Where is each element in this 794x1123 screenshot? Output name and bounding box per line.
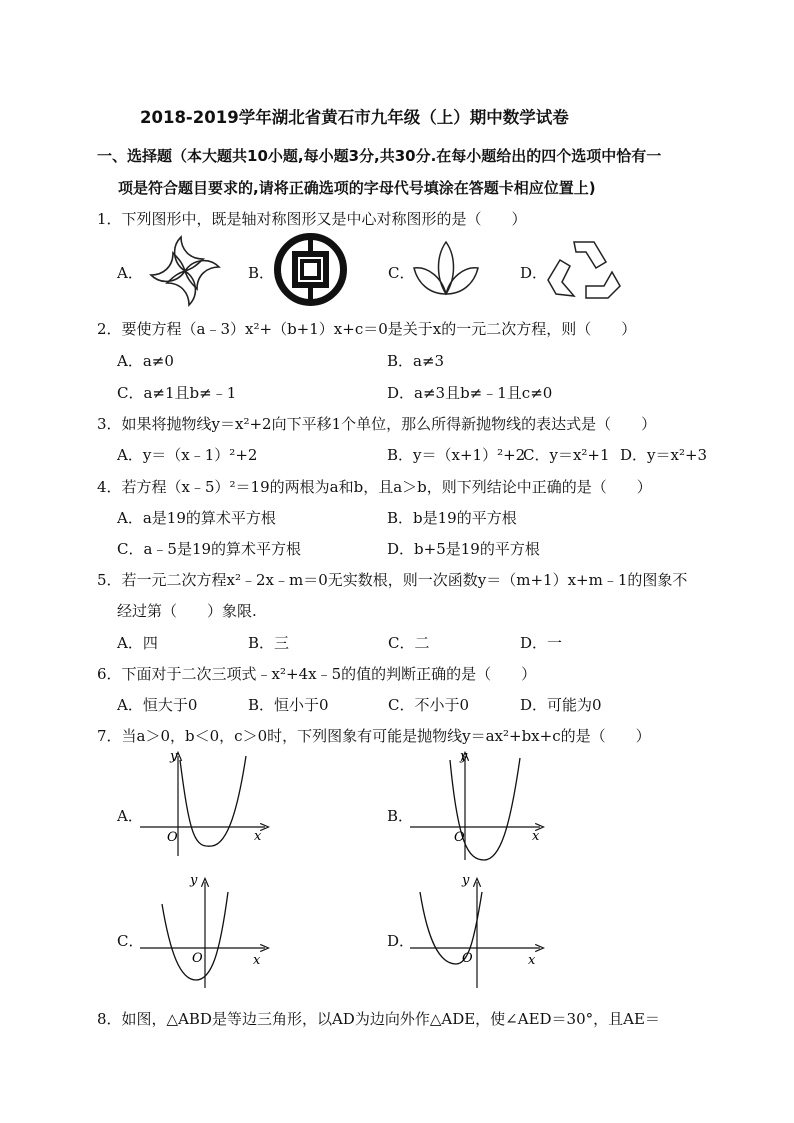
q4-option-a: A．a是19的算术平方根: [117, 509, 276, 527]
q2-option-d: D．a≠3且b≠﹣1且c≠0: [387, 384, 553, 402]
q1-label-d: D．: [520, 264, 548, 282]
q4-stem: 4．若方程（x﹣5）²＝19的两根为a和b，且a＞b，则下列结论中正确的是（ ）: [97, 478, 652, 496]
graph-d-x-label: x: [528, 953, 536, 968]
q2-option-c: C．a≠1且b≠﹣1: [117, 384, 237, 402]
graph-b-x-label: x: [532, 829, 540, 844]
graph-c-y-label: y: [190, 873, 198, 888]
q5-option-a: A．四: [117, 634, 158, 652]
q5-option-b: B．三: [248, 634, 290, 652]
q5-stem-line1: 5．若一元二次方程x²﹣2x﹣m＝0无实数根，则一次函数y＝（m+1）x+m﹣1的图象不: [97, 571, 688, 589]
recycle-figure: [546, 238, 622, 302]
q6-option-a: A．恒大于0: [117, 696, 198, 714]
graph-b-y-label: y: [460, 749, 468, 764]
q1-label-c: C．: [388, 264, 415, 282]
graph-b: [410, 748, 545, 863]
graph-a: [140, 748, 270, 858]
q3-option-c: C．y＝x²+1: [523, 446, 610, 464]
q1-label-a: A．: [117, 264, 143, 282]
graph-d-origin: O: [462, 951, 473, 966]
q7-label-a: A．: [117, 807, 143, 825]
q3-stem: 3．如果将抛物线y＝x²+2向下平移1个单位，那么所得新抛物线的表达式是（ ）: [97, 415, 657, 433]
section-heading-line1: 一、选择题（本大题共10小题,每小题3分,共30分.在每小题给出的四个选项中恰有一: [97, 147, 662, 165]
graph-d: [410, 872, 545, 992]
graph-c-x-label: x: [253, 953, 261, 968]
coin-figure: [273, 232, 348, 307]
graph-d-y-label: y: [462, 873, 470, 888]
q3-option-b: B．y＝（x+1）²+2: [387, 446, 526, 464]
graph-c-origin: O: [192, 951, 203, 966]
page-title: 2018-2019学年湖北省黄石市九年级（上）期中数学试卷: [140, 108, 569, 127]
graph-a-origin: O: [167, 830, 178, 845]
q4-option-b: B．b是19的平方根: [387, 509, 517, 527]
q3-option-d: D．y＝x²+3: [620, 446, 708, 464]
q7-label-d: D．: [387, 932, 415, 950]
q2-option-b: B．a≠3: [387, 352, 445, 370]
q8-stem: 8．如图，△ABD是等边三角形，以AD为边向外作△ADE，使∠AED＝30°，且AE＝: [97, 1010, 660, 1028]
q6-stem: 6．下面对于二次三项式﹣x²+4x﹣5的值的判断正确的是（ ）: [97, 665, 537, 683]
graph-b-origin: O: [454, 830, 465, 845]
graph-a-x-label: x: [254, 829, 262, 844]
q3-option-a: A．y＝（x﹣1）²+2: [117, 446, 258, 464]
q5-stem-line2: 经过第（ ）象限.: [117, 602, 257, 620]
pinwheel-figure: [143, 234, 228, 308]
graph-a-y-label: y: [170, 749, 178, 764]
q7-label-c: C．: [117, 932, 144, 950]
q7-stem: 7．当a＞0，b＜0，c＞0时，下列图象有可能是抛物线y＝ax²+bx+c的是（ ）: [97, 727, 651, 745]
q1-stem: 1．下列图形中，既是轴对称图形又是中心对称图形的是（ ）: [97, 210, 527, 228]
q6-option-c: C．不小于0: [388, 696, 470, 714]
q2-stem: 2．要使方程（a﹣3）x²+（b+1）x+c＝0是关于x的一元二次方程，则（ ）: [97, 320, 637, 338]
q1-label-b: B．: [248, 264, 275, 282]
q4-option-c: C．a﹣5是19的算术平方根: [117, 540, 302, 558]
q6-option-d: D．可能为0: [520, 696, 602, 714]
q2-option-a: A．a≠0: [117, 352, 174, 370]
q4-option-d: D．b+5是19的平方根: [387, 540, 540, 558]
lotus-figure: [410, 238, 482, 300]
section-heading-line2: 项是符合题目要求的,请将正确选项的字母代号填涂在答题卡相应位置上): [118, 179, 596, 197]
q5-option-d: D．一: [520, 634, 563, 652]
q7-label-b: B．: [387, 807, 414, 825]
q6-option-b: B．恒小于0: [248, 696, 329, 714]
graph-c: [140, 872, 270, 992]
q5-option-c: C．二: [388, 634, 430, 652]
